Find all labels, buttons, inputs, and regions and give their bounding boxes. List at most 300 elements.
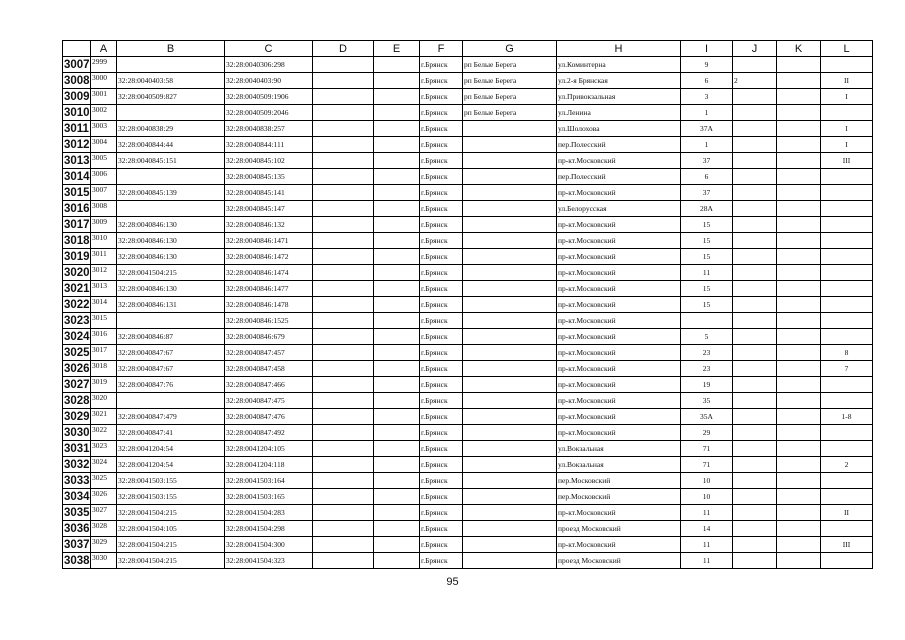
cell-e[interactable] — [374, 297, 420, 313]
corner-cell[interactable] — [63, 41, 91, 57]
cell-e[interactable] — [374, 345, 420, 361]
cell-j[interactable] — [733, 425, 777, 441]
cell-l[interactable] — [821, 233, 873, 249]
cell-c[interactable]: 32:28:0041503:165 — [225, 489, 313, 505]
cell-f[interactable]: г.Брянск — [420, 121, 463, 137]
cell-k[interactable] — [777, 73, 821, 89]
cell-h[interactable]: пр-кт.Московский — [557, 505, 681, 521]
cell-l[interactable]: III — [821, 537, 873, 553]
cell-h[interactable]: пер.Полесский — [557, 137, 681, 153]
cell-h[interactable]: пр-кт.Московский — [557, 217, 681, 233]
cell-f[interactable]: г.Брянск — [420, 345, 463, 361]
cell-g[interactable] — [463, 169, 557, 185]
cell-b[interactable]: 32:28:0040845:139 — [117, 185, 225, 201]
cell-b[interactable]: 32:28:0041504:215 — [117, 505, 225, 521]
cell-e[interactable] — [374, 393, 420, 409]
cell-b[interactable]: 32:28:0040838:29 — [117, 121, 225, 137]
cell-f[interactable]: г.Брянск — [420, 393, 463, 409]
cell-a[interactable]: 3023 — [91, 441, 117, 457]
column-header-d[interactable]: D — [313, 41, 374, 57]
cell-j[interactable] — [733, 57, 777, 73]
cell-a[interactable]: 3003 — [91, 121, 117, 137]
cell-d[interactable] — [313, 233, 374, 249]
cell-d[interactable] — [313, 265, 374, 281]
cell-g[interactable] — [463, 201, 557, 217]
cell-d[interactable] — [313, 313, 374, 329]
cell-l[interactable] — [821, 393, 873, 409]
cell-k[interactable] — [777, 409, 821, 425]
cell-f[interactable]: г.Брянск — [420, 505, 463, 521]
cell-j[interactable] — [733, 489, 777, 505]
cell-g[interactable] — [463, 537, 557, 553]
cell-h[interactable]: пр-кт.Московский — [557, 297, 681, 313]
cell-d[interactable] — [313, 73, 374, 89]
cell-c[interactable]: 32:28:0040846:1478 — [225, 297, 313, 313]
cell-j[interactable] — [733, 137, 777, 153]
cell-d[interactable] — [313, 329, 374, 345]
cell-l[interactable]: I — [821, 121, 873, 137]
cell-j[interactable] — [733, 409, 777, 425]
cell-i[interactable]: 15 — [681, 297, 733, 313]
cell-a[interactable]: 3019 — [91, 377, 117, 393]
cell-b[interactable]: 32:28:0040846:87 — [117, 329, 225, 345]
cell-b[interactable]: 32:28:0041504:215 — [117, 537, 225, 553]
cell-j[interactable] — [733, 201, 777, 217]
row-number[interactable]: 3024 — [64, 330, 90, 343]
cell-g[interactable] — [463, 425, 557, 441]
cell-g[interactable] — [463, 137, 557, 153]
cell-i[interactable]: 15 — [681, 217, 733, 233]
cell-i[interactable]: 14 — [681, 521, 733, 537]
cell-h[interactable]: пр-кт.Московский — [557, 249, 681, 265]
cell-g[interactable]: рп Белые Берега — [463, 57, 557, 73]
cell-k[interactable] — [777, 121, 821, 137]
cell-l[interactable]: I — [821, 89, 873, 105]
cell-f[interactable]: г.Брянск — [420, 185, 463, 201]
cell-c[interactable]: 32:28:0040845:102 — [225, 153, 313, 169]
cell-h[interactable]: пр-кт.Московский — [557, 185, 681, 201]
cell-d[interactable] — [313, 425, 374, 441]
cell-c[interactable]: 32:28:0040845:141 — [225, 185, 313, 201]
cell-k[interactable] — [777, 473, 821, 489]
row-number[interactable]: 3023 — [64, 314, 90, 327]
cell-f[interactable]: г.Брянск — [420, 361, 463, 377]
cell-c[interactable]: 32:28:0040846:1525 — [225, 313, 313, 329]
cell-g[interactable] — [463, 249, 557, 265]
cell-i[interactable]: 23 — [681, 345, 733, 361]
cell-k[interactable] — [777, 105, 821, 121]
cell-f[interactable]: г.Брянск — [420, 297, 463, 313]
cell-l[interactable] — [821, 297, 873, 313]
cell-j[interactable] — [733, 377, 777, 393]
cell-d[interactable] — [313, 249, 374, 265]
cell-l[interactable] — [821, 217, 873, 233]
cell-j[interactable] — [733, 105, 777, 121]
cell-h[interactable]: пер.Полесский — [557, 169, 681, 185]
cell-l[interactable] — [821, 521, 873, 537]
cell-l[interactable] — [821, 105, 873, 121]
cell-l[interactable]: II — [821, 73, 873, 89]
cell-i[interactable]: 15 — [681, 233, 733, 249]
cell-h[interactable]: пр-кт.Московский — [557, 361, 681, 377]
cell-d[interactable] — [313, 185, 374, 201]
cell-g[interactable] — [463, 233, 557, 249]
cell-e[interactable] — [374, 153, 420, 169]
cell-i[interactable]: 6 — [681, 73, 733, 89]
cell-k[interactable] — [777, 505, 821, 521]
cell-g[interactable] — [463, 297, 557, 313]
cell-j[interactable] — [733, 185, 777, 201]
cell-l[interactable]: 7 — [821, 361, 873, 377]
cell-l[interactable] — [821, 425, 873, 441]
cell-d[interactable] — [313, 441, 374, 457]
cell-k[interactable] — [777, 249, 821, 265]
row-number[interactable]: 3030 — [64, 426, 90, 439]
cell-a[interactable]: 3017 — [91, 345, 117, 361]
cell-a[interactable]: 3028 — [91, 521, 117, 537]
cell-a[interactable]: 2999 — [91, 57, 117, 73]
cell-f[interactable]: г.Брянск — [420, 553, 463, 569]
cell-d[interactable] — [313, 89, 374, 105]
cell-l[interactable]: 2 — [821, 457, 873, 473]
cell-g[interactable] — [463, 329, 557, 345]
row-number[interactable]: 3038 — [64, 554, 90, 567]
cell-e[interactable] — [374, 409, 420, 425]
cell-j[interactable] — [733, 265, 777, 281]
row-number[interactable]: 3036 — [64, 522, 90, 535]
cell-a[interactable]: 3018 — [91, 361, 117, 377]
cell-a[interactable]: 3030 — [91, 553, 117, 569]
cell-k[interactable] — [777, 521, 821, 537]
cell-g[interactable] — [463, 457, 557, 473]
cell-k[interactable] — [777, 153, 821, 169]
cell-k[interactable] — [777, 137, 821, 153]
cell-d[interactable] — [313, 521, 374, 537]
cell-h[interactable]: пр-кт.Московский — [557, 153, 681, 169]
cell-j[interactable] — [733, 249, 777, 265]
cell-d[interactable] — [313, 153, 374, 169]
cell-a[interactable]: 3008 — [91, 201, 117, 217]
cell-i[interactable]: 35А — [681, 409, 733, 425]
cell-k[interactable] — [777, 185, 821, 201]
cell-l[interactable] — [821, 169, 873, 185]
row-number[interactable]: 3010 — [64, 106, 90, 119]
row-number[interactable]: 3022 — [64, 298, 90, 311]
row-number[interactable]: 3037 — [64, 538, 90, 551]
cell-b[interactable]: 32:28:0040847:67 — [117, 361, 225, 377]
cell-j[interactable] — [733, 361, 777, 377]
cell-e[interactable] — [374, 57, 420, 73]
cell-d[interactable] — [313, 361, 374, 377]
cell-f[interactable]: г.Брянск — [420, 265, 463, 281]
cell-l[interactable] — [821, 185, 873, 201]
column-header-b[interactable]: B — [117, 41, 225, 57]
column-header-k[interactable]: K — [777, 41, 821, 57]
cell-d[interactable] — [313, 393, 374, 409]
cell-a[interactable]: 3010 — [91, 233, 117, 249]
cell-e[interactable] — [374, 201, 420, 217]
cell-k[interactable] — [777, 265, 821, 281]
row-number[interactable]: 3007 — [64, 58, 90, 71]
cell-e[interactable] — [374, 281, 420, 297]
column-header-h[interactable]: H — [557, 41, 681, 57]
cell-f[interactable]: г.Брянск — [420, 137, 463, 153]
cell-f[interactable]: г.Брянск — [420, 489, 463, 505]
cell-l[interactable] — [821, 441, 873, 457]
cell-c[interactable]: 32:28:0041503:164 — [225, 473, 313, 489]
cell-b[interactable] — [117, 313, 225, 329]
cell-e[interactable] — [374, 489, 420, 505]
column-header-l[interactable]: L — [821, 41, 873, 57]
cell-b[interactable] — [117, 201, 225, 217]
cell-a[interactable]: 3029 — [91, 537, 117, 553]
cell-g[interactable] — [463, 313, 557, 329]
cell-g[interactable] — [463, 505, 557, 521]
cell-h[interactable]: проезд Московский — [557, 553, 681, 569]
row-number[interactable]: 3013 — [64, 154, 90, 167]
cell-d[interactable] — [313, 537, 374, 553]
cell-e[interactable] — [374, 553, 420, 569]
cell-l[interactable]: I — [821, 137, 873, 153]
cell-c[interactable]: 32:28:0040846:1474 — [225, 265, 313, 281]
cell-c[interactable]: 32:28:0040847:466 — [225, 377, 313, 393]
cell-a[interactable]: 3009 — [91, 217, 117, 233]
cell-b[interactable]: 32:28:0040403:58 — [117, 73, 225, 89]
row-number[interactable]: 3033 — [64, 474, 90, 487]
cell-i[interactable]: 1 — [681, 105, 733, 121]
cell-c[interactable]: 32:28:0040846:132 — [225, 217, 313, 233]
cell-f[interactable]: г.Брянск — [420, 281, 463, 297]
cell-h[interactable]: пр-кт.Московский — [557, 345, 681, 361]
cell-h[interactable]: пер.Московский — [557, 489, 681, 505]
cell-a[interactable]: 3005 — [91, 153, 117, 169]
cell-a[interactable]: 3004 — [91, 137, 117, 153]
cell-k[interactable] — [777, 89, 821, 105]
cell-g[interactable] — [463, 393, 557, 409]
cell-j[interactable] — [733, 233, 777, 249]
cell-k[interactable] — [777, 537, 821, 553]
row-number[interactable]: 3031 — [64, 442, 90, 455]
cell-e[interactable] — [374, 265, 420, 281]
cell-a[interactable]: 3013 — [91, 281, 117, 297]
cell-b[interactable]: 32:28:0041503:155 — [117, 489, 225, 505]
cell-i[interactable]: 1 — [681, 137, 733, 153]
cell-d[interactable] — [313, 553, 374, 569]
cell-c[interactable]: 32:28:0040845:147 — [225, 201, 313, 217]
cell-i[interactable]: 37А — [681, 121, 733, 137]
cell-f[interactable]: г.Брянск — [420, 105, 463, 121]
cell-l[interactable] — [821, 57, 873, 73]
cell-a[interactable]: 3022 — [91, 425, 117, 441]
cell-i[interactable]: 15 — [681, 249, 733, 265]
cell-a[interactable]: 3024 — [91, 457, 117, 473]
cell-f[interactable]: г.Брянск — [420, 457, 463, 473]
cell-d[interactable] — [313, 489, 374, 505]
cell-k[interactable] — [777, 457, 821, 473]
cell-b[interactable]: 32:28:0040847:479 — [117, 409, 225, 425]
cell-g[interactable] — [463, 473, 557, 489]
cell-l[interactable] — [821, 313, 873, 329]
column-header-i[interactable]: I — [681, 41, 733, 57]
cell-f[interactable]: г.Брянск — [420, 73, 463, 89]
cell-i[interactable]: 3 — [681, 89, 733, 105]
cell-j[interactable] — [733, 537, 777, 553]
column-header-e[interactable]: E — [374, 41, 420, 57]
row-number[interactable]: 3015 — [64, 186, 90, 199]
cell-g[interactable] — [463, 409, 557, 425]
cell-e[interactable] — [374, 233, 420, 249]
cell-h[interactable]: пр-кт.Московский — [557, 265, 681, 281]
row-number[interactable]: 3019 — [64, 250, 90, 263]
cell-a[interactable]: 3007 — [91, 185, 117, 201]
cell-h[interactable]: пр-кт.Московский — [557, 313, 681, 329]
cell-g[interactable] — [463, 217, 557, 233]
cell-a[interactable]: 3027 — [91, 505, 117, 521]
cell-a[interactable]: 3015 — [91, 313, 117, 329]
cell-d[interactable] — [313, 121, 374, 137]
cell-c[interactable]: 32:28:0040847:492 — [225, 425, 313, 441]
cell-d[interactable] — [313, 281, 374, 297]
cell-c[interactable]: 32:28:0040844:111 — [225, 137, 313, 153]
cell-g[interactable] — [463, 553, 557, 569]
row-number[interactable]: 3009 — [64, 90, 90, 103]
row-number[interactable]: 3034 — [64, 490, 90, 503]
cell-f[interactable]: г.Брянск — [420, 409, 463, 425]
cell-j[interactable] — [733, 281, 777, 297]
cell-c[interactable]: 32:28:0041204:105 — [225, 441, 313, 457]
cell-f[interactable]: г.Брянск — [420, 57, 463, 73]
cell-c[interactable]: 32:28:0040847:457 — [225, 345, 313, 361]
cell-e[interactable] — [374, 457, 420, 473]
cell-j[interactable] — [733, 441, 777, 457]
cell-j[interactable] — [733, 473, 777, 489]
cell-d[interactable] — [313, 473, 374, 489]
cell-g[interactable] — [463, 345, 557, 361]
cell-d[interactable] — [313, 201, 374, 217]
cell-g[interactable] — [463, 153, 557, 169]
cell-k[interactable] — [777, 393, 821, 409]
cell-b[interactable] — [117, 393, 225, 409]
row-number[interactable]: 3027 — [64, 378, 90, 391]
row-number[interactable]: 3032 — [64, 458, 90, 471]
row-number[interactable]: 3021 — [64, 282, 90, 295]
cell-l[interactable]: 8 — [821, 345, 873, 361]
cell-e[interactable] — [374, 377, 420, 393]
cell-f[interactable]: г.Брянск — [420, 233, 463, 249]
row-number[interactable]: 3008 — [64, 74, 90, 87]
cell-c[interactable]: 32:28:0040845:135 — [225, 169, 313, 185]
cell-e[interactable] — [374, 473, 420, 489]
cell-a[interactable]: 3000 — [91, 73, 117, 89]
cell-a[interactable]: 3014 — [91, 297, 117, 313]
cell-a[interactable]: 3025 — [91, 473, 117, 489]
row-number[interactable]: 3035 — [64, 506, 90, 519]
cell-e[interactable] — [374, 505, 420, 521]
cell-b[interactable]: 32:28:0041503:155 — [117, 473, 225, 489]
cell-f[interactable]: г.Брянск — [420, 169, 463, 185]
cell-e[interactable] — [374, 425, 420, 441]
cell-h[interactable]: ул.Ленина — [557, 105, 681, 121]
column-header-c[interactable]: C — [225, 41, 313, 57]
cell-d[interactable] — [313, 57, 374, 73]
cell-g[interactable] — [463, 377, 557, 393]
cell-b[interactable]: 32:28:0040845:151 — [117, 153, 225, 169]
cell-c[interactable]: 32:28:0040838:257 — [225, 121, 313, 137]
cell-i[interactable]: 10 — [681, 473, 733, 489]
cell-b[interactable] — [117, 105, 225, 121]
cell-h[interactable]: ул.Белорусская — [557, 201, 681, 217]
cell-c[interactable]: 32:28:0041204:118 — [225, 457, 313, 473]
cell-k[interactable] — [777, 169, 821, 185]
cell-k[interactable] — [777, 345, 821, 361]
cell-h[interactable]: проезд Московский — [557, 521, 681, 537]
cell-h[interactable]: пр-кт.Московский — [557, 393, 681, 409]
cell-k[interactable] — [777, 201, 821, 217]
cell-d[interactable] — [313, 409, 374, 425]
cell-f[interactable]: г.Брянск — [420, 89, 463, 105]
cell-a[interactable]: 3002 — [91, 105, 117, 121]
cell-a[interactable]: 3016 — [91, 329, 117, 345]
cell-f[interactable]: г.Брянск — [420, 201, 463, 217]
cell-c[interactable]: 32:28:0041504:283 — [225, 505, 313, 521]
cell-b[interactable]: 32:28:0040846:130 — [117, 249, 225, 265]
cell-e[interactable] — [374, 537, 420, 553]
cell-k[interactable] — [777, 233, 821, 249]
cell-i[interactable]: 11 — [681, 537, 733, 553]
row-number[interactable]: 3012 — [64, 138, 90, 151]
cell-h[interactable]: пр-кт.Московский — [557, 377, 681, 393]
cell-l[interactable] — [821, 249, 873, 265]
cell-h[interactable]: ул.Коминтерна — [557, 57, 681, 73]
cell-b[interactable]: 32:28:0040846:130 — [117, 217, 225, 233]
cell-h[interactable]: ул.Привокзальная — [557, 89, 681, 105]
cell-e[interactable] — [374, 249, 420, 265]
cell-d[interactable] — [313, 297, 374, 313]
cell-b[interactable]: 32:28:0040846:130 — [117, 281, 225, 297]
cell-l[interactable] — [821, 281, 873, 297]
cell-i[interactable]: 35 — [681, 393, 733, 409]
cell-i[interactable]: 15 — [681, 281, 733, 297]
cell-d[interactable] — [313, 345, 374, 361]
cell-i[interactable]: 29 — [681, 425, 733, 441]
cell-l[interactable] — [821, 489, 873, 505]
cell-d[interactable] — [313, 105, 374, 121]
cell-i[interactable]: 10 — [681, 489, 733, 505]
cell-c[interactable]: 32:28:0040847:476 — [225, 409, 313, 425]
cell-e[interactable] — [374, 361, 420, 377]
cell-h[interactable]: пер.Московский — [557, 473, 681, 489]
cell-k[interactable] — [777, 553, 821, 569]
cell-d[interactable] — [313, 169, 374, 185]
cell-g[interactable] — [463, 521, 557, 537]
cell-e[interactable] — [374, 121, 420, 137]
cell-e[interactable] — [374, 169, 420, 185]
cell-g[interactable] — [463, 185, 557, 201]
cell-j[interactable] — [733, 121, 777, 137]
cell-k[interactable] — [777, 313, 821, 329]
row-number[interactable]: 3018 — [64, 234, 90, 247]
cell-g[interactable] — [463, 265, 557, 281]
cell-k[interactable] — [777, 329, 821, 345]
cell-j[interactable] — [733, 89, 777, 105]
cell-g[interactable] — [463, 489, 557, 505]
cell-j[interactable] — [733, 393, 777, 409]
cell-b[interactable]: 32:28:0041504:215 — [117, 553, 225, 569]
cell-f[interactable]: г.Брянск — [420, 153, 463, 169]
cell-a[interactable]: 3001 — [91, 89, 117, 105]
cell-h[interactable]: ул.2-я Брянская — [557, 73, 681, 89]
cell-h[interactable]: пр-кт.Московский — [557, 329, 681, 345]
